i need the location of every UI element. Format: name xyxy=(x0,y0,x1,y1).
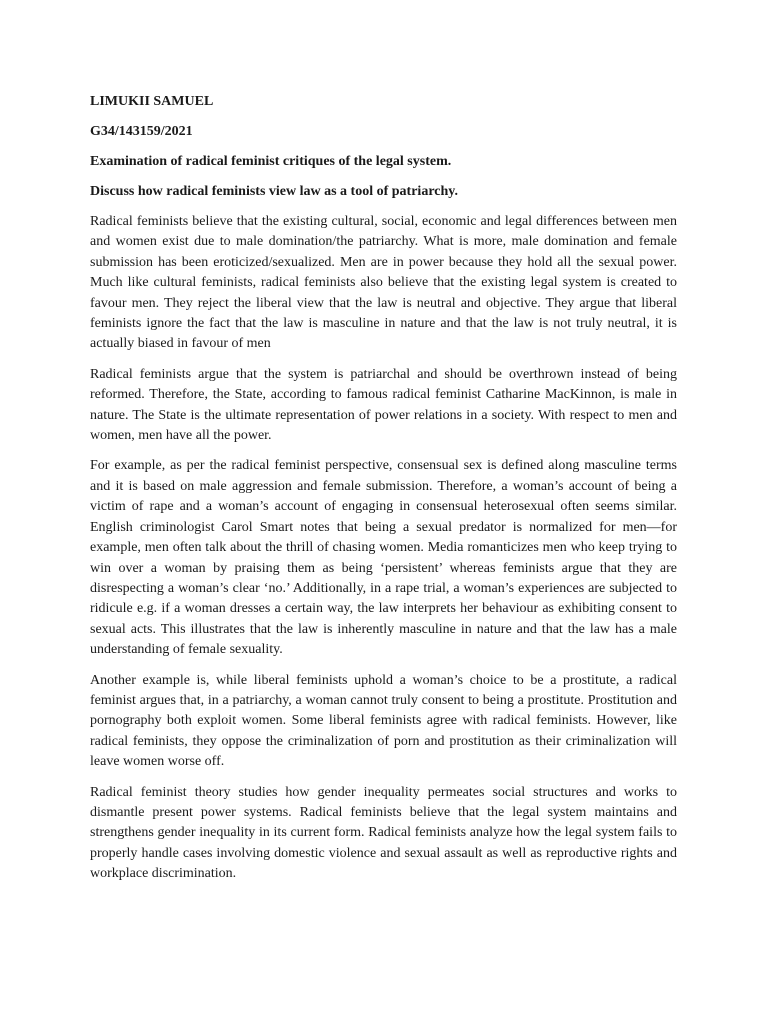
paragraph-2: Radical feminists argue that the system is patriarchal and should be overthrown instead of being reformed. Therefore, the State, according to famous radical feminist Catharine MacKinnon, is male in nature. The State is the ultimate representation of power relations in a society. With respect to men and women, men have all the power. xyxy=(90,366,677,444)
essay-question: Discuss how radical feminists view law as a tool of patriarchy. xyxy=(90,184,459,199)
paragraph-1: Radical feminists believe that the existing cultural, social, economic and legal differences between men and women exist due to male domination/the patriarchy. What is more, male domination and female submission has been eroticized/sexualized. Men are in power because they hold all the sexual power. Much like cultural feminists, radical feminists also believe that the existing legal system is created to favour men. They reject the liberal view that the law is neutral and objective. They argue that liberal feminists ignore the fact that the law is masculine in nature and that the law is not truly neutral, it is actually biased in favour of men xyxy=(90,214,677,352)
document-title: Examination of radical feminist critiques of the legal system. xyxy=(90,154,452,169)
document-page xyxy=(90,92,677,895)
paragraph-4: Another example is, while liberal feminists uphold a woman’s choice to be a prostitute, a radical feminist argues that, in a patriarchy, a woman cannot truly consent to being a prostitute. Prostitution and pornography both exploit women. Some liberal feminists agree with radical feminists. However, like radical feminists, they oppose the criminalization of porn and prostitution as their criminalization will leave women worse off. xyxy=(90,672,677,770)
registration-number: G34/143159/2021 xyxy=(90,124,193,139)
paragraph-5: Radical feminist theory studies how gender inequality permeates social structures and works to dismantle present power systems. Radical feminists believe that the legal system maintains and strengthens gender inequality in its current form. Radical feminists analyze how the legal system fails to properly handle cases involving domestic violence and sexual assault as well as reproductive rights and workplace discrimination. xyxy=(90,784,677,882)
paragraph-3: For example, as per the radical feminist perspective, consensual sex is defined along masculine terms and it is based on male aggression and female submission. Therefore, a woman’s account of being a victim of rape and a woman’s account of engaging in consensual heterosexual often seems similar. English criminologist Carol Smart notes that being a sexual predator is normalized for men—for example, men often talk about the thrill of chasing women. Media romanticizes men who keep trying to win over a woman by praising them as being ‘persistent’ whereas feminists argue that they are disrespecting a woman’s clear ‘no.’ Additionally, in a rape trial, a woman’s experiences are subjected to ridicule e.g. if a woman dresses a certain way, the law interprets her behaviour as exhibiting consent to sexual acts. This illustrates that the law is inherently masculine in nature and that the law has a male understanding of female sexuality. xyxy=(90,458,677,658)
author-name: LIMUKII SAMUEL xyxy=(90,94,214,109)
